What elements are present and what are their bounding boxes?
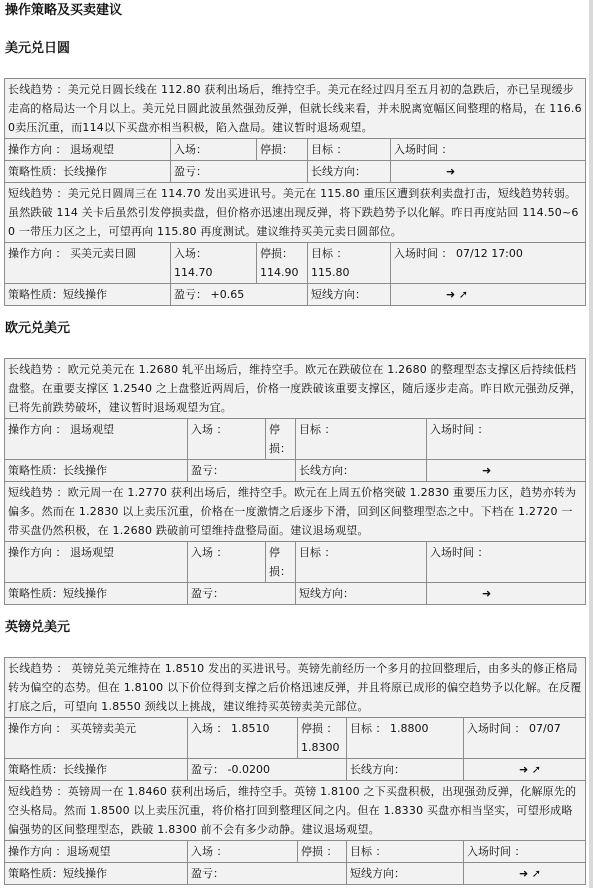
scrollbar[interactable] xyxy=(589,0,593,888)
usdjpy-short-trend: 短线趋势 ：美元兑日圆周三在 114.70 发出买进讯号。美元在 115.80 重压区遭到获利卖盘打击，短线趋势转弱。虽然跌破 114 关卡后虽然引发停损卖盘，但价格亦迅速出现反弹，将下跌趋势予以化解。昨日再度站回 114.50~60 一带压力区之上，可望再向 115.80 再度测试。建议维持买美元卖日圆部位。 xyxy=(5,183,586,243)
page-title: 操作策略及买卖建议 xyxy=(5,3,123,18)
usdjpy-short-entry-value: 114.70 xyxy=(174,266,213,279)
eurusd-short-stop: 停损： xyxy=(266,542,296,583)
eurusd-long-entry: 入场 ： xyxy=(188,419,266,460)
trend-arrow-icon: ➜ xyxy=(482,587,492,600)
section-title-gbpusd: 英镑兑美元 xyxy=(5,620,71,635)
usdjpy-short-pnl: 盈亏： +0.65 xyxy=(171,284,308,306)
usdjpy-long-pnl: 盈亏： xyxy=(171,161,308,183)
eurusd-long-stop: 停损： xyxy=(266,419,296,460)
usdjpy-short-stop-label: 停损： xyxy=(260,247,293,260)
usdjpy-short-entry xyxy=(171,243,257,284)
eurusd-long-pnl: 盈亏： xyxy=(188,460,296,482)
gbpusd-long-entry: 入场 ： 1.8510 xyxy=(188,718,298,759)
gbpusd-short-stop: 停损 ： xyxy=(298,841,347,863)
gbpusd-short-op-dir: 操作方向 ：退场观望 xyxy=(5,841,188,863)
eurusd-long-op-dir: 操作方向 ： 退场观望 xyxy=(5,419,188,460)
usdjpy-short-direction: 短线方向： xyxy=(308,284,391,306)
section-title-eurusd: 欧元兑美元 xyxy=(5,321,71,336)
usdjpy-short-trend-arrows xyxy=(391,284,586,306)
eurusd-short-direction: 短线方向： xyxy=(296,583,427,605)
gbpusd-long-stop xyxy=(298,718,347,759)
gbpusd-short-trend: 短线趋势 ：英镑周一在 1.8460 获利出场后，维持空手。英镑 1.8100 之下买盘积极，出现强劲反弹，化解原先的空头格局。然而 1.8500 以上卖压沉重，将价格打回到整理区间之内。但在 1.8330 买盘亦相当坚实，可望形成略偏强势的区间整理型态，跌破 1.8300 前不会有多少动静。建议退场观望。 xyxy=(5,781,586,841)
usdjpy-short-target xyxy=(308,243,391,284)
gbpusd-long-stop-label: 停损 ： xyxy=(301,722,338,735)
trend-arrow-icon: ➜ ➚ xyxy=(446,288,468,301)
usdjpy-short-entry-label: 入场： xyxy=(174,247,207,260)
eurusd-short-entry: 入场 ： xyxy=(188,542,266,583)
gbpusd-short-trend-arrows xyxy=(464,863,586,885)
usdjpy-long-nature: 策略性质：长线操作 xyxy=(5,161,171,183)
eurusd-short-trend: 短线趋势 ：欧元周一在 1.2770 获利出场后，维持空手。欧元在上周五价格突破 1.2830 重要压力区，趋势亦转为偏多。然而在 1.2830 以上卖压沉重，价格在一度激情之后逐步下滑，回到区间整理型态之中。下档在 1.2720 一带买盘仍然积极，在 1.2680 跌破前可望维持盘整局面。建议退场观望。 xyxy=(5,482,586,542)
trend-arrow-icon: ➜ ➚ xyxy=(519,763,541,776)
eurusd-short-target: 目标 ： xyxy=(296,542,427,583)
gbpusd-long-target: 目标 ： 1.8800 xyxy=(347,718,464,759)
usdjpy-long-trend: 长线趋势 ：美元兑日圆长线在 112.80 获利出场后，维持空手。美元在经过四月至五月初的急跌后，亦已呈现缓步走高的格局达一个月以上。美元兑日圆此波虽然强劲反弹，但就长线来看，并未脱离宽幅区间整理的格局，在 116.60卖压沉重，而114以下买盘亦相当积极，陷入盘局。建议暂时退场观望。 xyxy=(5,79,586,139)
trend-arrow-icon: ➜ xyxy=(482,464,492,477)
usdjpy-long-op-dir: 操作方向 ： 退场观望 xyxy=(5,139,171,161)
gbpusd-short-pnl: 盈亏： xyxy=(188,863,347,885)
gbpusd-table xyxy=(4,657,586,885)
usdjpy-long-trend-arrows xyxy=(391,161,586,183)
gbpusd-short-target: 目标 ： xyxy=(347,841,464,863)
eurusd-table xyxy=(4,358,586,605)
eurusd-long-entry-time: 入场时间 ： xyxy=(427,419,586,460)
gbpusd-short-entry-time: 入场时间 ： xyxy=(464,841,586,863)
usdjpy-long-target: 目标 ： xyxy=(308,139,391,161)
gbpusd-long-entry-time: 入场时间 ： 07/07 xyxy=(464,718,586,759)
usdjpy-short-entry-time: 入场时间 ： 07/12 17:00 xyxy=(391,243,586,284)
usdjpy-short-op-dir: 操作方向 ： 买美元卖日圆 xyxy=(5,243,171,284)
eurusd-long-direction: 长线方向： xyxy=(296,460,427,482)
usdjpy-table xyxy=(4,78,586,306)
usdjpy-short-target-label: 目标 ： xyxy=(311,247,348,260)
usdjpy-long-direction: 长线方向： xyxy=(308,161,391,183)
gbpusd-long-trend: 长线趋势 ： 英镑兑美元维持在 1.8510 发出的买进讯号。英镑先前经历一个多月的拉回整理后，由多头的修正格局转为偏空的态势。但在 1.8100 以下价位得到支撑之后价格迅速反弹，并且将原已成形的偏空趋势予以化解。在反覆打底之后，可望向 1.8550 颈线以上挑战，建议维持买英镑卖美元部位。 xyxy=(5,658,586,718)
trend-arrow-icon: ➜ ➚ xyxy=(519,867,541,880)
section-title-usdjpy: 美元兑日圆 xyxy=(5,41,71,56)
gbpusd-short-entry: 入场 ： xyxy=(188,841,298,863)
trend-arrow-icon: ➜ xyxy=(446,165,456,178)
usdjpy-short-target-value: 115.80 xyxy=(311,266,350,279)
gbpusd-short-nature: 策略性质：短线操作 xyxy=(5,863,188,885)
usdjpy-short-stop xyxy=(257,243,308,284)
usdjpy-long-entry: 入场： xyxy=(171,139,257,161)
usdjpy-long-stop: 停损： xyxy=(257,139,308,161)
eurusd-long-nature: 策略性质：长线操作 xyxy=(5,460,188,482)
eurusd-long-target: 目标 ： xyxy=(296,419,427,460)
eurusd-long-trend: 长线趋势 ：欧元兑美元在 1.2680 轧平出场后，维持空手。欧元在跌破位在 1.2680 的整理型态支撑区后持续低档盘整。在重要支撑区 1.2540 之上盘整近两周后，价格一度跌破该重要支撑区，随后逐步走高。昨日欧元强劲反弹，已将先前跌势破坏，建议暂时退场观望为宜。 xyxy=(5,359,586,419)
gbpusd-long-stop-value: 1.8300 xyxy=(301,741,340,754)
usdjpy-long-entry-time: 入场时间 ： xyxy=(391,139,586,161)
eurusd-short-trend-arrows xyxy=(427,583,586,605)
gbpusd-short-direction: 短线方向： xyxy=(347,863,464,885)
gbpusd-long-trend-arrows xyxy=(464,759,586,781)
eurusd-short-op-dir: 操作方向 ： 退场观望 xyxy=(5,542,188,583)
eurusd-short-entry-time: 入场时间 ： xyxy=(427,542,586,583)
gbpusd-long-pnl: 盈亏： -0.0200 xyxy=(188,759,347,781)
eurusd-short-nature: 策略性质：短线操作 xyxy=(5,583,188,605)
eurusd-long-trend-arrows xyxy=(427,460,586,482)
gbpusd-long-direction: 长线方向： xyxy=(347,759,464,781)
gbpusd-long-op-dir: 操作方向 ： 买英镑卖美元 xyxy=(5,718,188,759)
gbpusd-long-nature: 策略性质：长线操作 xyxy=(5,759,188,781)
usdjpy-short-nature: 策略性质：短线操作 xyxy=(5,284,171,306)
usdjpy-short-stop-value: 114.90 xyxy=(260,266,299,279)
eurusd-short-pnl: 盈亏： xyxy=(188,583,296,605)
